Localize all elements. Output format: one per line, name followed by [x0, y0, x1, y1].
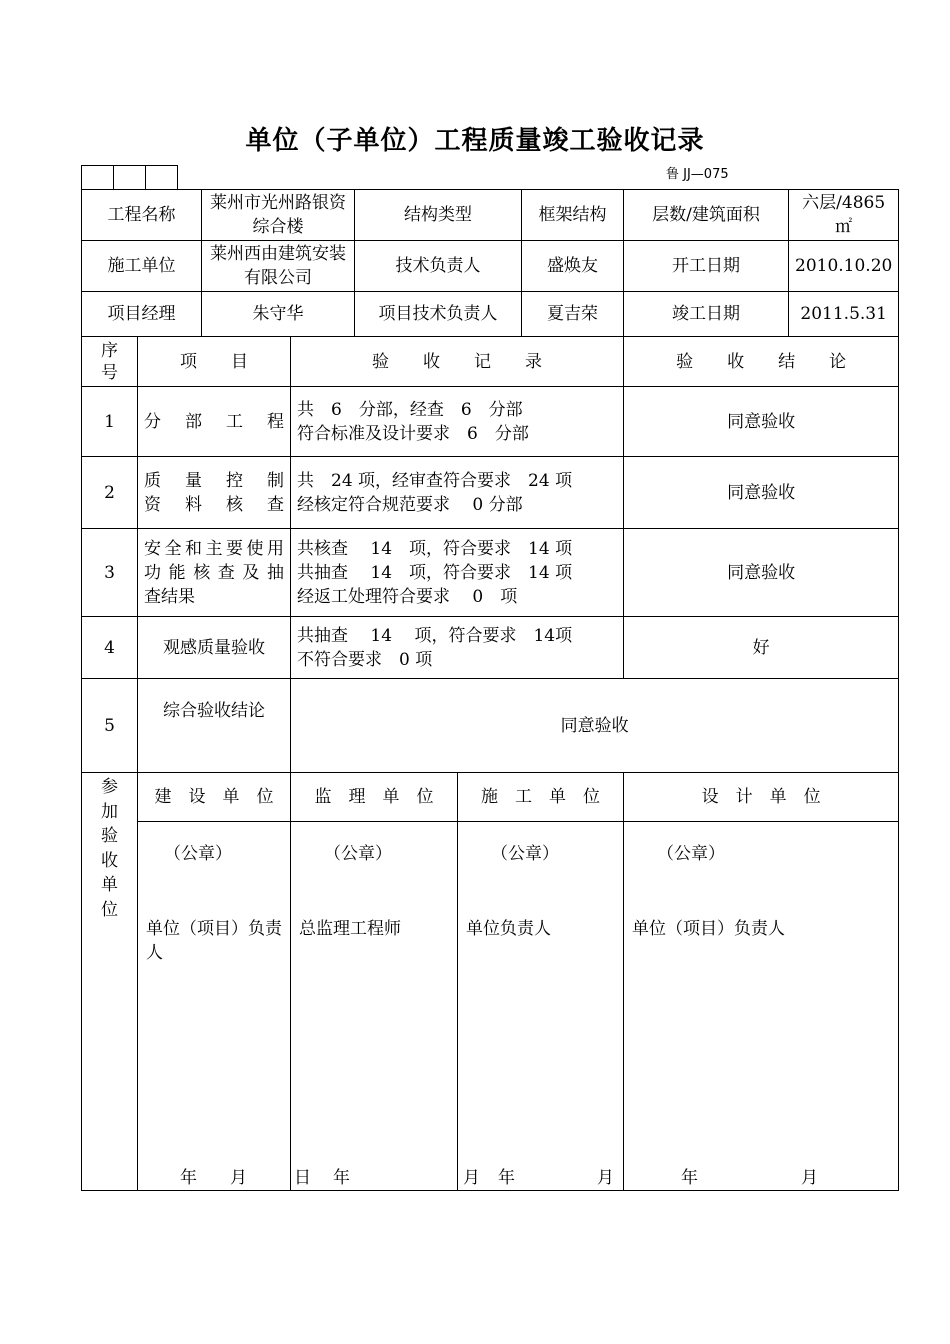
table-row [82, 457, 899, 529]
date-day: 日 [294, 1168, 311, 1188]
item-text: 查结果 [144, 586, 195, 607]
table-row [82, 387, 899, 457]
completion-date-value: 2011.5.31 [789, 292, 899, 337]
archive-box[interactable] [146, 166, 178, 190]
completion-date-label: 竣工日期 [624, 292, 789, 337]
project-tech-lead-label: 项目技术负责人 [355, 292, 522, 337]
participants-header-row [82, 773, 899, 822]
header-row-pm [82, 292, 899, 337]
record-line: 共抽查 14 项，符合要求 14项 [297, 625, 573, 646]
row-number: 4 [82, 617, 138, 679]
page-title: 单位（子单位）工程质量竣工验收记录 [245, 126, 705, 156]
tech-lead-value: 盛焕友 [522, 241, 624, 292]
record-line: 不符合要求 0 项 [297, 649, 433, 670]
conclusion-header: 验 收 结 论 [624, 337, 899, 387]
date-month: 月 [801, 1168, 818, 1188]
row-record [291, 617, 624, 679]
participants-label: 参加验收单位 [82, 773, 138, 1191]
signer-label: 单位（项目）负责人 [146, 919, 282, 963]
date-year: 年 [180, 1168, 197, 1188]
item-text: 安全和主要使用 [144, 538, 284, 559]
table-row [82, 679, 899, 773]
record-line: 经返工处理符合要求 0 项 [297, 586, 518, 607]
seal-label: （公章） [657, 844, 725, 864]
start-date-value: 2010.10.20 [789, 241, 899, 292]
row-number: 5 [82, 679, 138, 773]
seq-header: 序号 [82, 337, 138, 387]
table-row [82, 529, 899, 617]
date-year: 年 [333, 1168, 350, 1188]
row-conclusion: 好 [624, 617, 899, 679]
contractor-value: 莱州西由建筑安装有限公司 [202, 241, 355, 292]
project-tech-lead-value: 夏吉荣 [522, 292, 624, 337]
item-text: 功能核查及抽 [144, 562, 284, 583]
item-text: 质量控制 [144, 470, 284, 491]
row-item [138, 529, 291, 617]
floors-area-value: 六层/4865㎡ [789, 190, 899, 241]
record-line: 共 6 分部，经查 6 分部 [297, 399, 523, 420]
record-line: 共抽查 14 项，符合要求 14 项 [297, 562, 573, 583]
archive-number-boxes [81, 165, 178, 190]
archive-box[interactable] [114, 166, 146, 190]
project-name-value: 莱州市光州路银资综合楼 [202, 190, 355, 241]
seal-label: （公章） [491, 844, 559, 864]
structure-type-value: 框架结构 [522, 190, 624, 241]
date-month: 月 [230, 1168, 247, 1188]
record-line: 符合标准及设计要求 6 分部 [297, 423, 529, 444]
signature-block [291, 822, 480, 1191]
row-number: 1 [82, 387, 138, 457]
row-number: 2 [82, 457, 138, 529]
row-conclusion: 同意验收 [624, 387, 899, 457]
row-item [138, 387, 291, 457]
record-header: 验 收 记 录 [291, 337, 624, 387]
overall-conclusion: 同意验收 [291, 679, 899, 773]
row-number: 3 [82, 529, 138, 617]
item-text: 资料核查 [144, 494, 284, 515]
header-row-contractor [82, 241, 899, 292]
row-record [291, 457, 624, 529]
signer-label: 总监理工程师 [299, 919, 401, 939]
unit-name: 建 设 单 位 [138, 773, 291, 822]
signer-label: 单位负责人 [466, 919, 551, 939]
date-year: 年 [681, 1168, 698, 1188]
record-line: 共核查 14 项，符合要求 14 项 [297, 538, 573, 559]
contractor-label: 施工单位 [82, 241, 202, 292]
start-date-label: 开工日期 [624, 241, 789, 292]
tech-lead-label: 技术负责人 [355, 241, 522, 292]
signer-label: 单位（项目）负责人 [632, 919, 785, 939]
row-item: 观感质量验收 [138, 617, 291, 679]
date-month: 月 [597, 1168, 614, 1188]
form-code: 鲁 JJ—075 [666, 167, 729, 182]
row-conclusion: 同意验收 [624, 457, 899, 529]
unit-name: 设 计 单 位 [624, 773, 899, 822]
signature-block [624, 822, 899, 1191]
signature-block [138, 822, 311, 1191]
archive-box[interactable] [82, 166, 114, 190]
seal-label: （公章） [324, 844, 392, 864]
pm-value: 朱守华 [202, 292, 355, 337]
item-header: 项 目 [138, 337, 291, 387]
signature-block [458, 822, 624, 1191]
record-line: 共 24 项，经审查符合要求 24 项 [297, 470, 573, 491]
row-record [291, 387, 624, 457]
signature-row [82, 822, 899, 1191]
structure-type-label: 结构类型 [355, 190, 522, 241]
item-text: 分 部 工 程 [144, 411, 284, 432]
header-row-project [82, 190, 899, 241]
unit-name: 施 工 单 位 [458, 773, 624, 822]
record-line: 经核定符合规范要求 0 分部 [297, 494, 523, 515]
row-conclusion: 同意验收 [624, 529, 899, 617]
floors-area-label: 层数/建筑面积 [624, 190, 789, 241]
date-year: 年 [498, 1168, 515, 1188]
column-header-row [82, 337, 899, 387]
acceptance-record-table [81, 189, 899, 1191]
seal-label: （公章） [164, 844, 232, 864]
row-item: 综合验收结论 [138, 679, 291, 773]
table-row [82, 617, 899, 679]
date-month: 月 [463, 1168, 480, 1188]
row-item [138, 457, 291, 529]
unit-name: 监 理 单 位 [291, 773, 458, 822]
pm-label: 项目经理 [82, 292, 202, 337]
row-record [291, 529, 624, 617]
project-name-label: 工程名称 [82, 190, 202, 241]
